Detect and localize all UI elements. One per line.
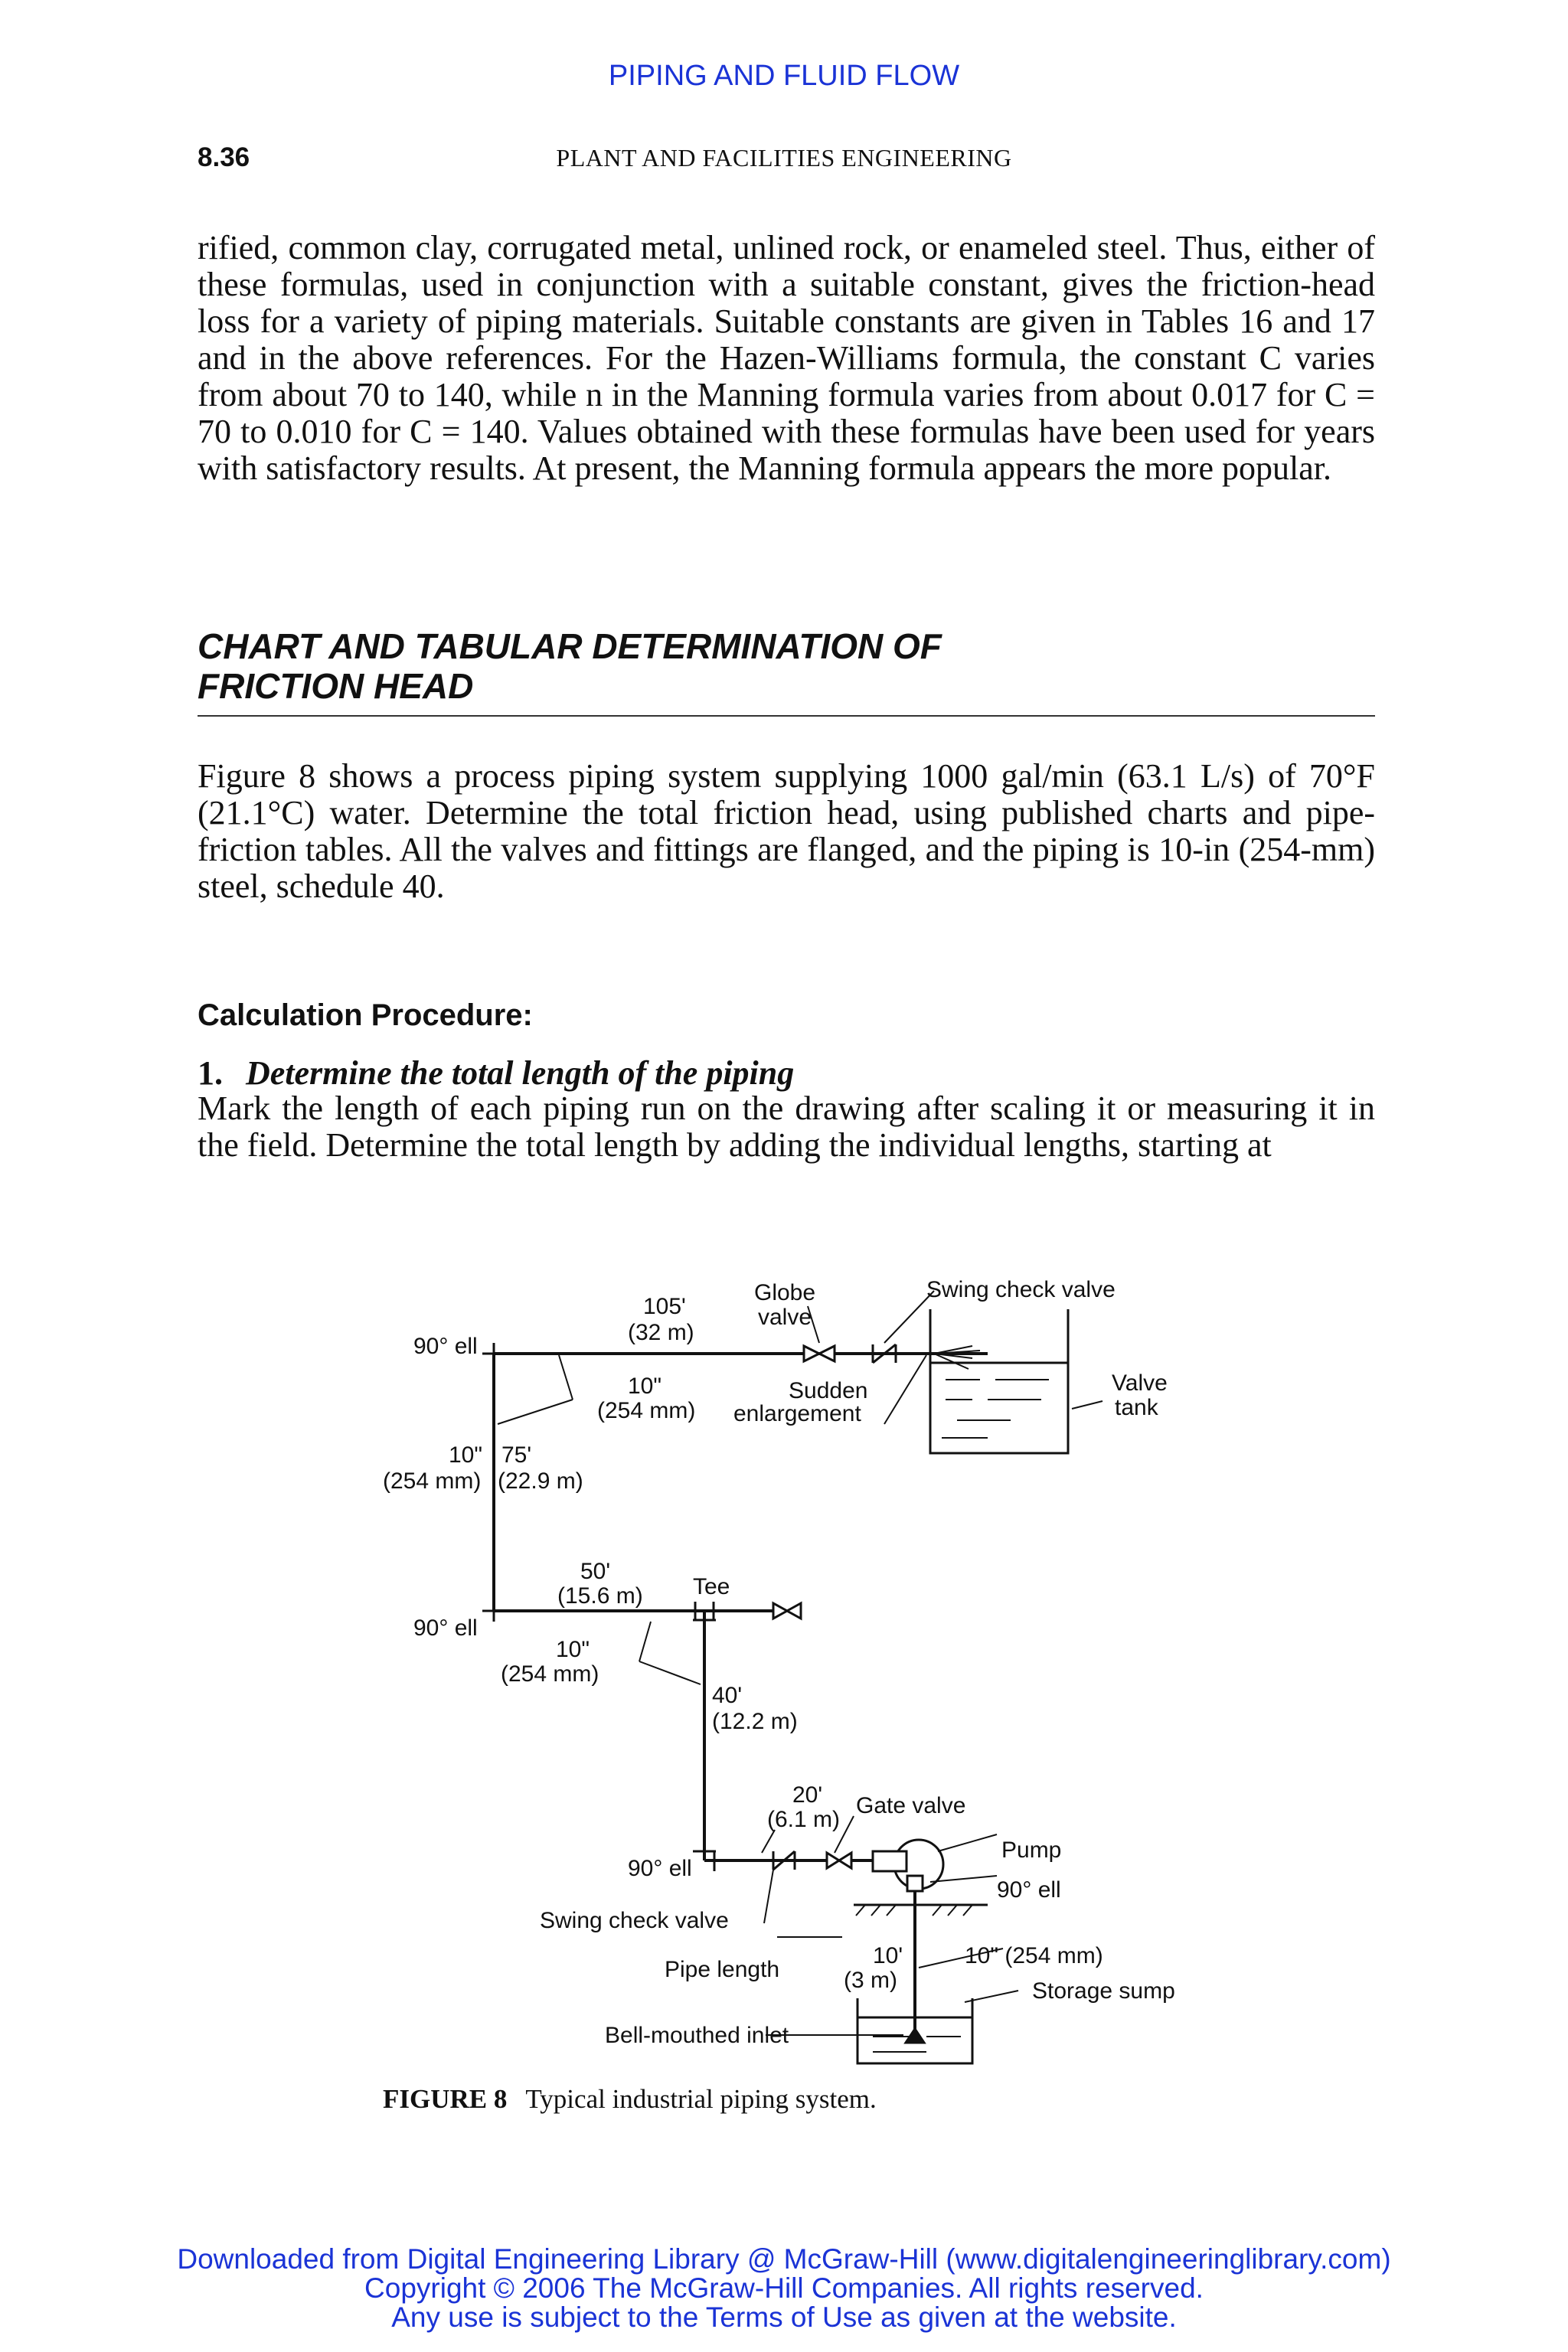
valve-tank-label-2: tank xyxy=(1115,1395,1158,1420)
length-3m-label: (3 m) xyxy=(844,1968,897,1993)
paragraph-1: rified, common clay, corrugated metal, unlined rock, or enameled steel. Thus, either of these formulas, used in conjunction with a suitable constant, gives the friction-head loss for a variety of piping materials. Suitable constants are given in Tables 16 and 17 and in the above references. For the Hazen-Williams formula, the constant C varies from about 70 to 140, while n in the Manning formula varies from about 0.017 for C = 70 to 0.010 for C = 140. Values obtained with these formulas have been used for years with satisfactory results. At present, the Manning formula appears the more popular. xyxy=(198,229,1375,487)
section-title-line-1: CHART AND TABULAR DETERMINATION OF xyxy=(198,626,942,666)
piping-diagram-svg xyxy=(375,1263,1217,2075)
length-12-2-label: (12.2 m) xyxy=(712,1709,798,1734)
step-number: 1. xyxy=(198,1054,223,1092)
figure-caption-text: Typical industrial piping system. xyxy=(525,2084,877,2114)
length-50-label: 50' xyxy=(580,1559,611,1584)
sudden-enlargement-label-1: Sudden xyxy=(789,1378,868,1403)
section-title-line-2: FRICTION HEAD xyxy=(198,666,474,706)
size-254-left-label: (254 mm) xyxy=(383,1468,482,1494)
sudden-enlargement-label-2: enlargement xyxy=(733,1401,861,1426)
ell-90-pump-label: 90° ell xyxy=(997,1877,1061,1903)
bell-mouthed-inlet-label: Bell-mouthed inlet xyxy=(605,2023,789,2048)
branch-gate-valve-symbol xyxy=(773,1603,801,1619)
section-rule xyxy=(198,715,1375,717)
footer-line-3: Any use is subject to the Terms of Use as given at the website. xyxy=(391,2301,1177,2333)
pump-label: Pump xyxy=(1001,1838,1062,1863)
length-105-label: 105' xyxy=(643,1294,686,1319)
figure-caption xyxy=(383,2084,877,2115)
step-1-title xyxy=(198,1054,794,1093)
step-title-text: Determine the total length of the piping xyxy=(246,1054,795,1092)
pipe-length-label: Pipe length xyxy=(665,1957,780,1982)
globe-valve-symbol xyxy=(804,1346,835,1361)
valve-tank-symbol xyxy=(930,1309,1068,1453)
swing-check-valve-top-label: Swing check valve xyxy=(926,1277,1116,1302)
calculation-heading: Calculation Procedure: xyxy=(198,998,533,1032)
size-10-left-label: 10" xyxy=(449,1442,483,1468)
length-6-1-label: (6.1 m) xyxy=(767,1807,841,1832)
figure-8-diagram xyxy=(375,1263,1217,2079)
globe-valve-label-2: valve xyxy=(758,1305,812,1330)
size-10-top-label: 10" xyxy=(628,1374,662,1399)
step-1-text: Mark the length of each piping run on the drawing after scaling it or measuring it in the field. Determine the total length by adding the individual lengths, starting at xyxy=(198,1089,1375,1164)
storage-sump-label: Storage sump xyxy=(1032,1978,1175,2004)
length-40-label: 40' xyxy=(712,1683,743,1708)
page-number: 8.36 xyxy=(198,142,250,172)
length-75-label: 75' xyxy=(501,1442,532,1468)
tee-label: Tee xyxy=(693,1574,730,1599)
length-10-label: 10' xyxy=(873,1943,903,1968)
section-title xyxy=(198,626,1375,706)
ell-90-mid-label: 90° ell xyxy=(413,1615,478,1641)
footer-line-2: Copyright © 2006 The McGraw-Hill Companies. All rights reserved. xyxy=(364,2272,1204,2304)
size-10-254-label: 10" (254 mm) xyxy=(965,1943,1103,1968)
size-254-mid-label: (254 mm) xyxy=(501,1661,599,1687)
length-22-9-label: (22.9 m) xyxy=(498,1468,583,1494)
running-head: PLANT AND FACILITIES ENGINEERING xyxy=(556,144,1012,172)
length-32m-label: (32 m) xyxy=(628,1320,694,1345)
footer-line-1[interactable]: Downloaded from Digital Engineering Library @ McGraw-Hill (www.digitalengineeringlibrary.com) xyxy=(177,2243,1391,2275)
ell-90-low-label: 90° ell xyxy=(628,1856,692,1881)
swing-check-valve-low-label: Swing check valve xyxy=(540,1908,729,1933)
figure-caption-label: FIGURE 8 xyxy=(383,2084,508,2114)
valve-tank-label-1: Valve xyxy=(1112,1370,1168,1396)
length-15-6-label: (15.6 m) xyxy=(557,1583,643,1609)
length-20-label: 20' xyxy=(792,1782,823,1808)
paragraph-2: Figure 8 shows a process piping system supplying 1000 gal/min (63.1 L/s) of 70°F (21.1°C) water. Determine the total friction head, using published charts and pipe-friction tables. All the valves and fittings are flanged, and the piping is 10-in (254-mm) steel, schedule 40. xyxy=(198,757,1375,905)
pump-symbol xyxy=(854,1840,988,1905)
ell-90-top-label: 90° ell xyxy=(413,1334,478,1359)
globe-valve-label-1: Globe xyxy=(754,1280,816,1305)
gate-valve-label: Gate valve xyxy=(856,1793,966,1818)
top-link[interactable]: PIPING AND FLUID FLOW xyxy=(608,60,960,92)
size-254-top-label: (254 mm) xyxy=(597,1398,696,1423)
size-10-mid-label: 10" xyxy=(556,1637,590,1662)
